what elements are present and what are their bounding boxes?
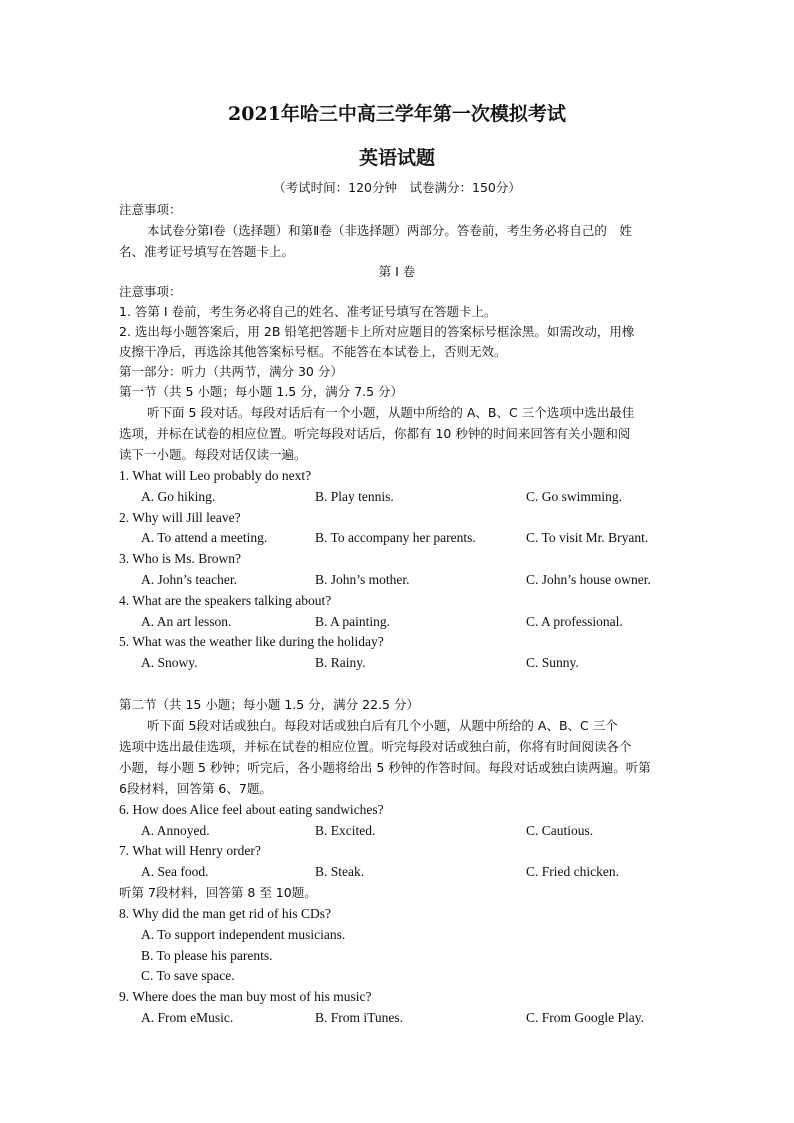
volume-label: 第 Ⅰ 卷 [378, 264, 416, 279]
q9-option-a: A. From eMusic. [141, 1010, 234, 1025]
q1-option-c: C. Go swimming. [526, 489, 623, 504]
q5-option-a: A. Snowy. [141, 655, 198, 670]
q3-option-b: B. John’s mother. [315, 572, 410, 587]
section2-instr-1: 听下面 5段对话或独白。每段对话或独白后有几个小题，从题中所给的 A、B、C 三个 [147, 718, 618, 733]
section2-heading: 第二节（共 15 小题；每小题 1.5 分，满分 22.5 分） [119, 697, 419, 712]
notice-line-2: 名、准考证号填写在答题卡上。 [119, 244, 295, 259]
question-5: 5. What was the weather like during the holiday? [119, 634, 384, 649]
question-7: 7. What will Henry order? [119, 843, 261, 858]
question-9: 9. Where does the man buy most of his music? [119, 989, 372, 1004]
section2-instr-3: 小题，每小题 5 秒钟；听完后，各小题将给出 5 秒钟的作答时间。每段对话或独白读两遍。听第 [119, 760, 651, 775]
section2-instr-7: 听第 7段材料，回答第 8 至 10题。 [119, 885, 317, 900]
notice-line-1: 本试卷分第Ⅰ卷（选择题）和第Ⅱ卷（非选择题）两部分。答卷前，考生务必将自己的 姓 [147, 223, 632, 238]
question-1: 1. What will Leo probably do next? [119, 468, 312, 483]
q9-option-c: C. From Google Play. [526, 1010, 644, 1025]
q8-option-c: C. To save space. [141, 968, 235, 983]
section2-instr-4: 6段材料，回答第 6、7题。 [119, 781, 272, 796]
q5-option-b: B. Rainy. [315, 655, 366, 670]
question-4: 4. What are the speakers talking about? [119, 593, 332, 608]
q2-option-b: B. To accompany her parents. [315, 530, 476, 545]
q7-option-c: C. Fried chicken. [526, 864, 619, 879]
q1-option-b: B. Play tennis. [315, 489, 394, 504]
q6-option-b: B. Excited. [315, 823, 376, 838]
rule-2a: 2. 选出每小题答案后，用 2B 铅笔把答题卡上所对应题目的答案标号框涂黑。如需改动，用橡 [119, 324, 635, 339]
part1-heading: 第一部分：听力（共两节，满分 30 分） [119, 364, 343, 379]
q5-option-c: C. Sunny. [526, 655, 579, 670]
q9-option-b: B. From iTunes. [315, 1010, 404, 1025]
q8-option-a: A. To support independent musicians. [141, 927, 346, 942]
q7-option-a: A. Sea food. [141, 864, 209, 879]
rule-2b: 皮擦干净后，再选涂其他答案标号框。不能答在本试卷上，否则无效。 [119, 344, 507, 359]
section1-instr-3: 读下一小题。每段对话仅读一遍。 [119, 447, 307, 462]
q3-option-a: A. John’s teacher. [141, 572, 237, 587]
section1-instr-2: 选项，并标在试卷的相应位置。听完每段对话后，你都有 10 秒钟的时间来回答有关小题和阅 [119, 426, 631, 441]
q2-option-a: A. To attend a meeting. [141, 530, 268, 545]
q6-option-a: A. Annoyed. [141, 823, 210, 838]
rule-1: 1. 答第 I 卷前，考生务必将自己的姓名、准考证号填写在答题卡上。 [119, 304, 497, 319]
q4-option-c: C. A professional. [526, 614, 623, 629]
notice-heading: 注意事项： [119, 202, 182, 217]
question-2: 2. Why will Jill leave? [119, 510, 241, 525]
question-8: 8. Why did the man get rid of his CDs? [119, 906, 331, 921]
section1-heading: 第一节（共 5 小题；每小题 1.5 分，满分 7.5 分） [119, 384, 404, 399]
question-3: 3. Who is Ms. Brown? [119, 551, 242, 566]
q3-option-c: C. John’s house owner. [526, 572, 651, 587]
exam-title: 2021年哈三中高三学年第一次模拟考试 [228, 103, 566, 125]
exam-subtitle: 英语试题 [358, 147, 435, 169]
q7-option-b: B. Steak. [315, 864, 365, 879]
q6-option-c: C. Cautious. [526, 823, 594, 838]
q8-option-b: B. To please his parents. [141, 948, 273, 963]
section1-instr-1: 听下面 5 段对话。每段对话后有一个小题，从题中所给的 A、B、C 三个选项中选出最佳 [147, 405, 635, 420]
q1-option-a: A. Go hiking. [141, 489, 216, 504]
section2-instr-2: 选项中选出最佳选项，并标在试卷的相应位置。听完每段对话或独白前，你将有时间阅读各个 [119, 739, 632, 754]
q4-option-a: A. An art lesson. [141, 614, 232, 629]
exam-info: （考试时间：120分钟 试卷满分：150分） [273, 180, 521, 195]
q4-option-b: B. A painting. [315, 614, 391, 629]
volume-notice-heading: 注意事项： [119, 284, 182, 299]
question-6: 6. How does Alice feel about eating sandwiches? [119, 802, 384, 817]
q2-option-c: C. To visit Mr. Bryant. [526, 530, 649, 545]
